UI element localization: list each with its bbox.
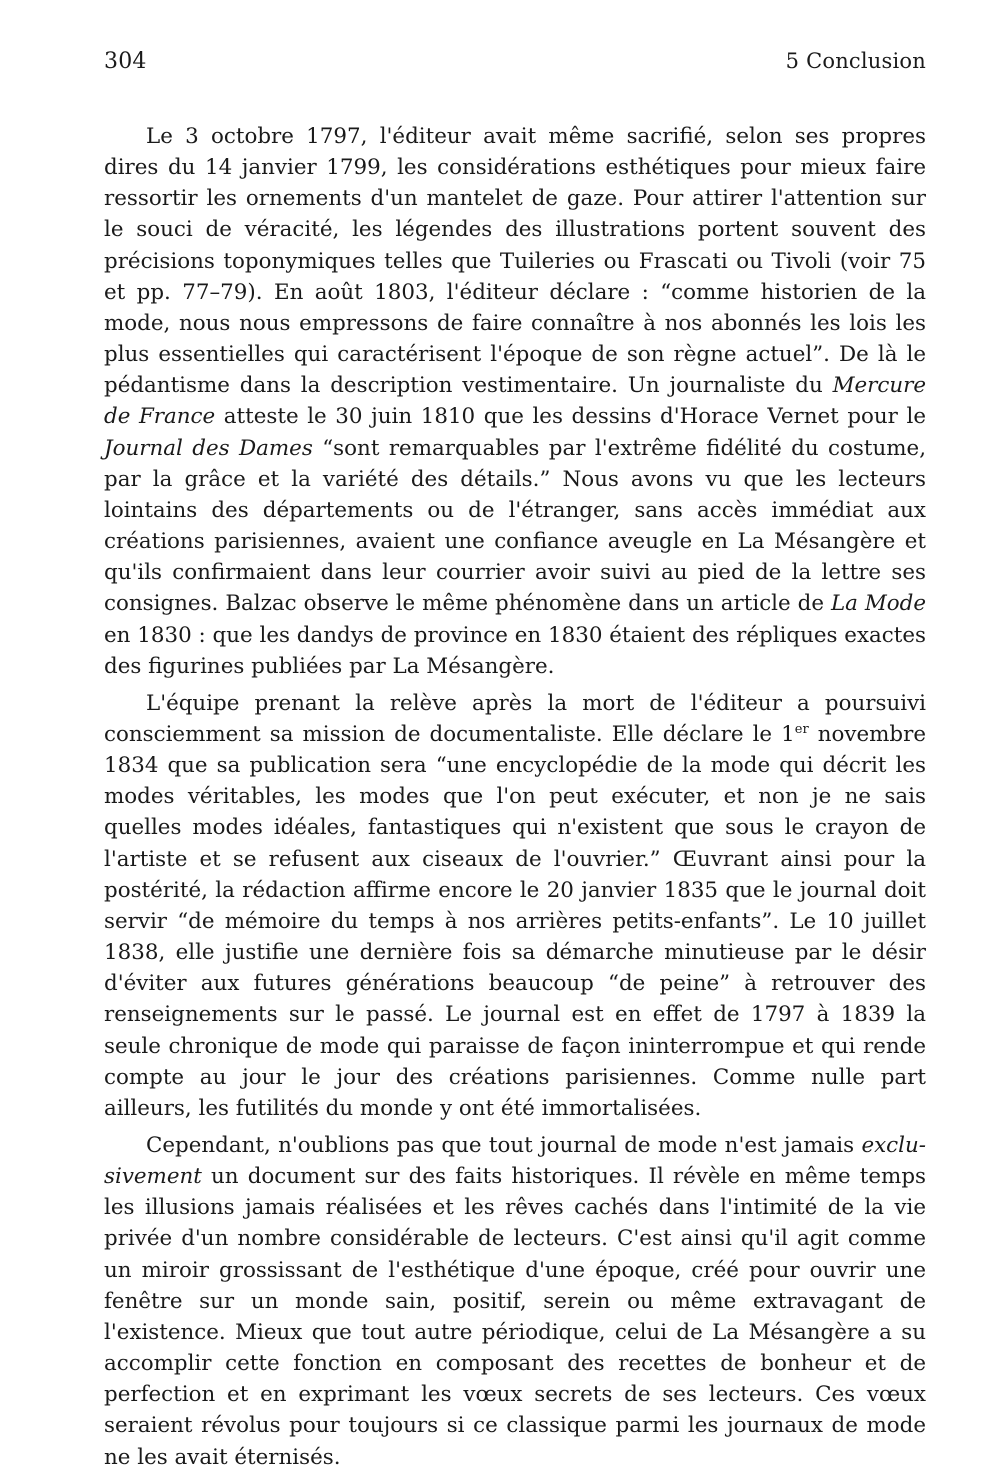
chapter-title: 5 Conclusion [785, 49, 926, 73]
running-head [104, 46, 926, 77]
body-text [104, 121, 926, 1473]
journal-title-dames: Journal des Dames [104, 435, 313, 461]
paragraph [104, 121, 926, 682]
paragraph-text: “sont remarquables par l'extrême fidélité du costume, par la grâce et la variété des détails.” Nous avons vu que les lecteurs lointains des départements ou de l'étranger, sans accès immédiat aux créations parisiennes, avaient une confiance aveugle en La Mésangère et qu'ils confirmaient dans leur courrier avoir suivi au pied de la lettre ses consignes. Balzac observe le même phénomène dans un article de [104, 435, 927, 617]
paragraph-text: Cependant, n'oublions pas que tout journal de mode n'est jamais [146, 1133, 862, 1158]
ordinal-superscript: er [794, 721, 809, 737]
paragraph-text: atteste le 30 juin 1810 que les dessins d'Horace Vernet pour le [215, 404, 926, 430]
page-number: 304 [104, 49, 147, 74]
paragraph-text: Le 3 octobre 1797, l'éditeur avait même sacrifié, selon ses propres dires du 14 janvier 1799, les considérations esthétiques pour mieux faire ressortir les ornements d'un mantelet de gaze. Pour attirer l'attention sur le souci de véracité, les légendes des illustrations portent souvent des précisions toponymiques telles que Tuileries ou Frascati ou Tivoli (voir 75 et pp. 77–79). En août 1803, l'éditeur déclare : “comme historien de la mode, nous nous empressons de faire connaître à nos abonnés les lois les plus essentielles qui caractérisent l'époque de son règne actuel”. De là le pédantisme dans la description vestimentaire. Un journaliste du [104, 124, 926, 399]
journal-title-mercure: Mercure de France [104, 373, 926, 430]
paragraph-text: un document sur des faits historiques. Il révèle en même temps les illusions jamais réalisées et les rêves cachés dans l'intimité de la vie privée d'un nombre considérable de lecteurs. C'est ainsi qu'il agit comme un miroir grossissant de l'esthétique d'une époque, créé pour ouvrir une fenêtre sur un monde sain, positif, serein ou même extravagant de l'existence. Mieux que tout autre périodique, celui de La Mésangère a su accomplir cette fonction en composant des recettes de bonheur et de perfection et en exprimant les vœux secrets de ses lecteurs. Ces vœux seraient révolus pour toujours si ce classique parmi les journaux de mode ne les avait éternisés. [104, 1164, 926, 1470]
paragraph-text: novembre 1834 que sa publication sera “une encyclopédie de la mode qui décrit les modes véritables, les modes que l'on peut exécuter, et non je ne sais quelles modes idéales, fantastiques qui n'existent que sous le crayon de l'artiste et se refusent aux ciseaux de l'ouvrier.” Œuvrant ainsi pour la postérité, la rédaction affirme encore le 20 janvier 1835 que le journal doit servir “de mémoire du temps à nos arrières petits-enfants”. Le 10 juillet 1838, elle justifie une dernière fois sa démarche minutieuse par le désir d'éviter aux futures générations beaucoup “de peine” à retrouver des renseignements sur le passé. Le journal est en effet de 1797 à 1839 la seule chronique de mode qui paraisse de façon ininterrompue et qui rende compte au jour le jour des créations parisiennes. Comme nulle part ailleurs, les futilités du monde y ont été immortalisées. [104, 721, 926, 1121]
paragraph-text: en 1830 : que les dandys de province en 1830 étaient des répliques exactes des figurines publiées par La Mésangère. [104, 622, 926, 679]
paragraph [104, 1130, 926, 1473]
book-page [104, 46, 926, 1473]
journal-title-la-mode: La Mode [830, 591, 926, 617]
paragraph-text: L'équipe prenant la relève après la mort de l'éditeur a poursuivi consciemment sa mission de documentaliste. Elle déclare le 1 [104, 690, 926, 747]
paragraph [104, 688, 926, 1124]
emphasis-text: exclusivement [104, 1133, 926, 1190]
